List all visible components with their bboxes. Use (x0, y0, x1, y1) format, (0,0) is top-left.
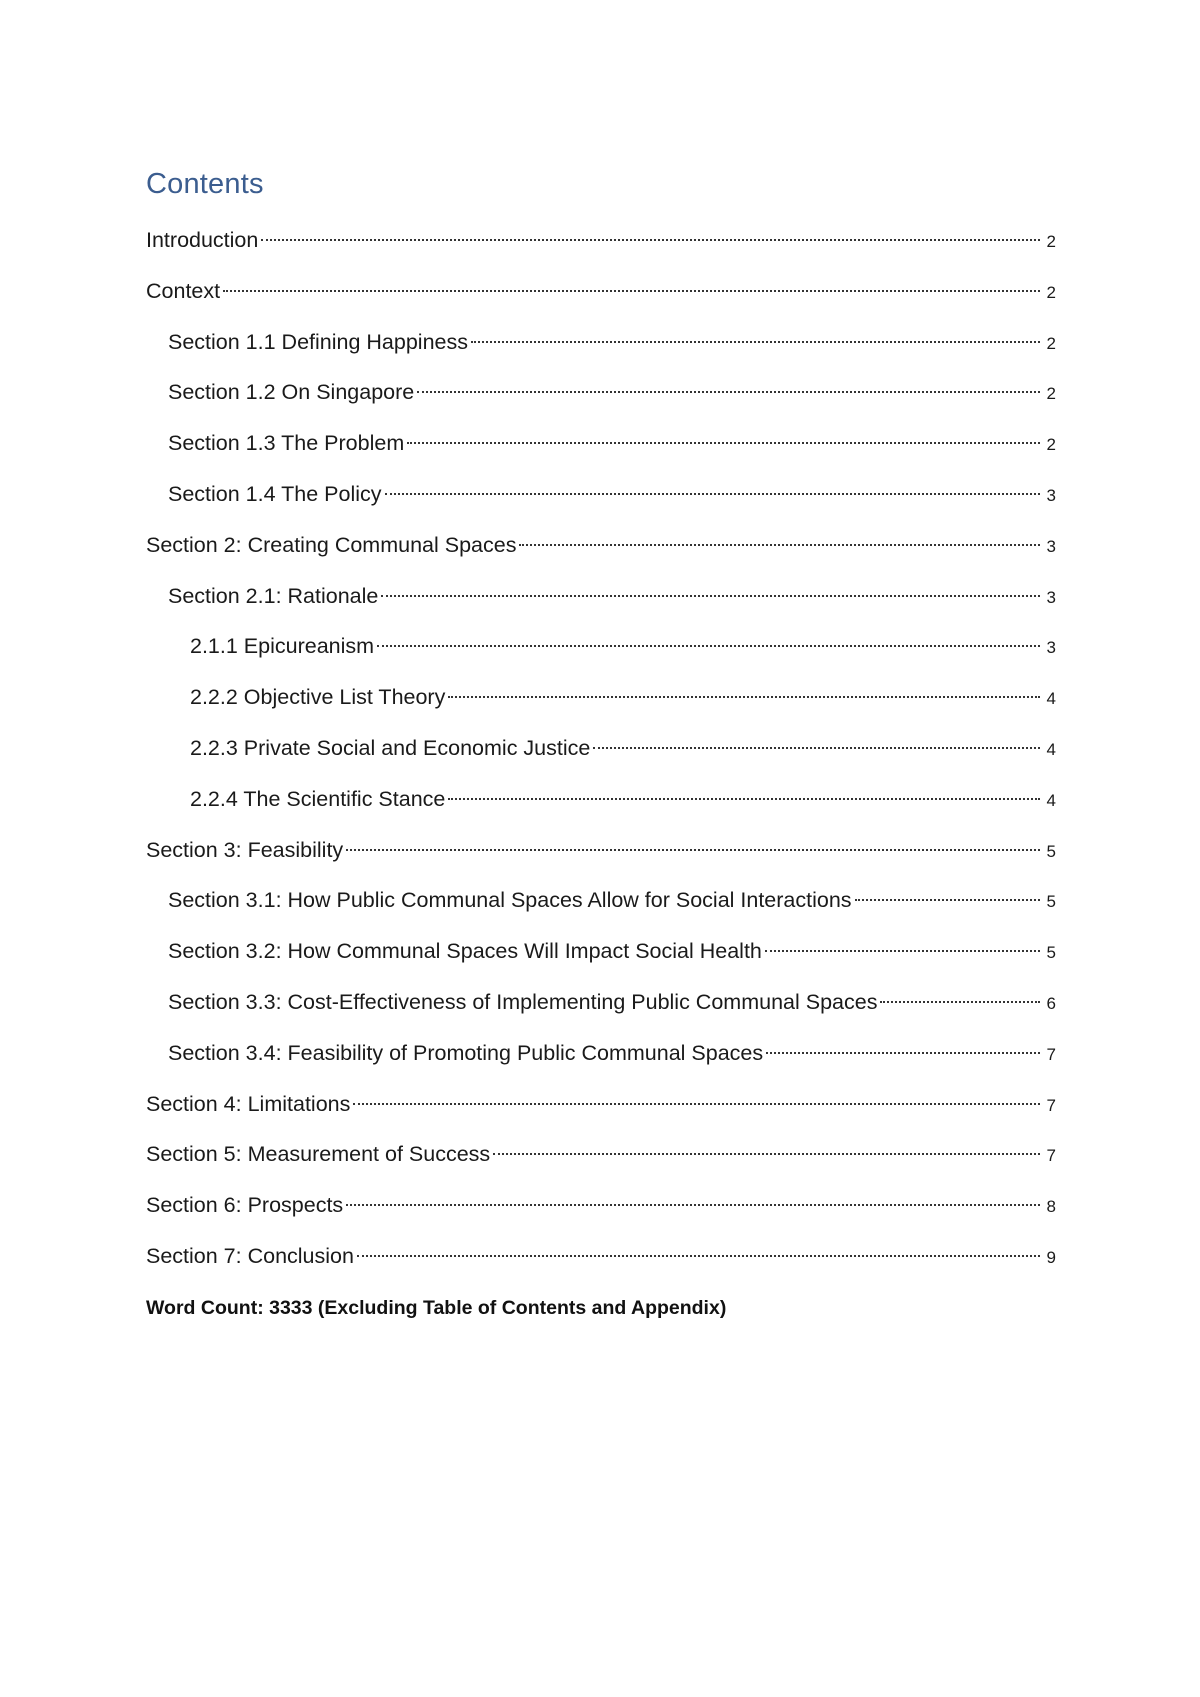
toc-entry[interactable] (146, 530, 1056, 581)
toc-entry-title: Section 3.2: How Communal Spaces Will Impact Social Health (168, 939, 762, 964)
dot-leader (346, 1204, 1040, 1206)
toc-entry[interactable] (146, 276, 1056, 327)
toc-entry-title: Section 1.1 Defining Happiness (168, 329, 468, 354)
dot-leader (471, 341, 1040, 343)
dot-leader (417, 391, 1040, 393)
toc-entry-title: Section 3.4: Feasibility of Promoting Public Communal Spaces (168, 1040, 764, 1065)
dot-leader (880, 1001, 1040, 1003)
toc-entry[interactable] (146, 428, 1056, 479)
dot-leader (353, 1103, 1040, 1105)
toc-entry-title: Section 3.1: How Public Communal Spaces Allow for Social Interactions (168, 888, 852, 913)
toc-entry-page-number: 2 (1046, 435, 1056, 455)
dot-leader (261, 239, 1040, 241)
toc-entry[interactable] (146, 581, 1056, 632)
toc-entry[interactable] (146, 1038, 1056, 1089)
toc-entry-page-number: 9 (1046, 1247, 1056, 1267)
toc-entry-page-number: 2 (1046, 384, 1056, 404)
dot-leader (593, 747, 1040, 749)
toc-entry-title: Section 2.1: Rationale (168, 583, 379, 608)
toc-entry-page-number: 4 (1046, 790, 1056, 810)
toc-entry-title: Section 6: Prospects (146, 1193, 344, 1218)
toc-entry-title: 2.2.4 The Scientific Stance (190, 786, 446, 811)
dot-leader (519, 544, 1040, 546)
toc-entry-title: Section 2: Creating Communal Spaces (146, 532, 517, 557)
toc-entry[interactable] (146, 327, 1056, 378)
toc-entry-title: Section 7: Conclusion (146, 1243, 354, 1268)
toc-entry[interactable] (146, 1241, 1056, 1292)
toc-entry-title: 2.1.1 Epicureanism (190, 634, 375, 659)
toc-entry-title: 2.2.2 Objective List Theory (190, 685, 446, 710)
toc-entry-title: Section 1.3 The Problem (168, 431, 405, 456)
toc-entry-page-number: 2 (1046, 282, 1056, 302)
toc-entry[interactable] (146, 682, 1056, 733)
toc-entry-page-number: 3 (1046, 485, 1056, 505)
toc-entry-page-number: 6 (1046, 993, 1056, 1013)
dot-leader (766, 1052, 1040, 1054)
toc-entry-title: Section 3.3: Cost-Effectiveness of Implementing Public Communal Spaces (168, 989, 878, 1014)
toc-entry[interactable] (146, 1089, 1056, 1140)
dot-leader (377, 645, 1040, 647)
toc-entry[interactable] (146, 1139, 1056, 1190)
dot-leader (357, 1255, 1040, 1257)
toc-entry-page-number: 4 (1046, 689, 1056, 709)
toc-entry-page-number: 5 (1046, 943, 1056, 963)
toc-entry-page-number: 2 (1046, 333, 1056, 353)
dot-leader (346, 849, 1040, 851)
toc-entry-title: Context (146, 278, 221, 303)
toc-entry-page-number: 8 (1046, 1197, 1056, 1217)
dot-leader (448, 798, 1040, 800)
toc-entry[interactable] (146, 377, 1056, 428)
toc-entry-title: Section 1.2 On Singapore (168, 380, 415, 405)
toc-entry[interactable] (146, 733, 1056, 784)
dot-leader (855, 899, 1040, 901)
dot-leader (407, 442, 1040, 444)
toc-entry-title: 2.2.3 Private Social and Economic Justice (190, 735, 591, 760)
toc-entry-page-number: 4 (1046, 739, 1056, 759)
toc-entry-title: Introduction (146, 228, 259, 252)
toc-entry-page-number: 3 (1046, 638, 1056, 658)
dot-leader (385, 493, 1040, 495)
toc-entry-title: Section 1.4 The Policy (168, 481, 382, 506)
toc-entry[interactable] (146, 885, 1056, 936)
toc-entry-page-number: 3 (1046, 587, 1056, 607)
toc-entry[interactable] (146, 835, 1056, 886)
toc-entry-title: Section 3: Feasibility (146, 837, 344, 862)
table-of-contents (146, 225, 1056, 1292)
dot-leader (381, 595, 1040, 597)
toc-entry-page-number: 5 (1046, 841, 1056, 861)
toc-entry[interactable] (146, 631, 1056, 682)
toc-entry-page-number: 7 (1046, 1044, 1056, 1064)
toc-entry[interactable] (146, 784, 1056, 835)
toc-entry[interactable] (146, 225, 1056, 276)
dot-leader (765, 950, 1040, 952)
word-count: Word Count: 3333 (Excluding Table of Contents and Appendix) (146, 1297, 727, 1319)
toc-entry[interactable] (146, 936, 1056, 987)
toc-entry[interactable] (146, 987, 1056, 1038)
dot-leader (493, 1153, 1040, 1155)
toc-entry[interactable] (146, 1190, 1056, 1241)
toc-entry-page-number: 5 (1046, 892, 1056, 912)
toc-entry-page-number: 7 (1046, 1146, 1056, 1166)
dot-leader (448, 696, 1040, 698)
toc-entry-title: Section 4: Limitations (146, 1091, 351, 1116)
toc-entry[interactable] (146, 479, 1056, 530)
dot-leader (223, 290, 1040, 292)
toc-heading: Contents (146, 168, 264, 200)
toc-entry-page-number: 3 (1046, 536, 1056, 556)
toc-entry-title: Section 5: Measurement of Success (146, 1142, 491, 1167)
toc-entry-page-number: 7 (1046, 1095, 1056, 1115)
toc-entry-page-number: 2 (1046, 232, 1056, 251)
